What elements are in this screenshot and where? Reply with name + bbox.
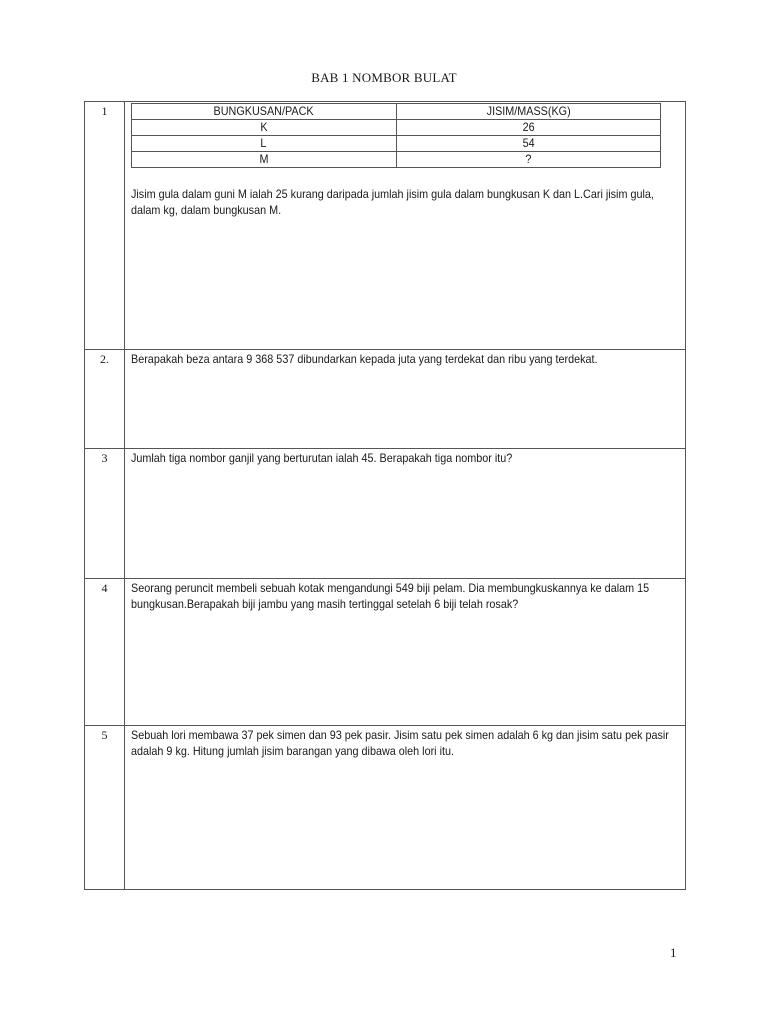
question-body	[125, 350, 686, 449]
mass-table-header-cell	[396, 104, 661, 120]
cell-mass: 54	[522, 136, 535, 150]
question-body	[125, 726, 686, 890]
table-cell	[396, 120, 661, 136]
question-text: Sebuah lori membawa 37 pek simen dan 93 pek pasir. Jisim satu pek simen adalah 6 kg dan jisim satu pek pasir adalah 9 kg. Hitung jumlah jisim barangan yang dibawa oleh lori itu.	[131, 728, 669, 758]
question-text: Seorang peruncit membeli sebuah kotak mengandungi 549 biji pelam. Dia membungkuskannya ke dalam 15 bungkusan.Berapakah biji jambu yang masih tertinggal setelah 6 biji telah rosak?	[131, 581, 650, 611]
question-text: Jisim gula dalam guni M ialah 25 kurang daripada jumlah jisim gula dalam bungkusan K dan L.Cari jisim gula, dalam kg, dalam bungkusan M.	[131, 187, 654, 217]
table-cell	[396, 152, 661, 168]
table-cell	[396, 136, 661, 152]
question-row-2	[85, 350, 686, 449]
mass-table	[131, 103, 661, 168]
cell-pack: M	[259, 152, 269, 166]
question-number: 1	[85, 102, 125, 350]
table-cell	[132, 136, 397, 152]
page-number: 1	[670, 945, 677, 960]
question-row-4	[85, 579, 686, 726]
cell-mass: 26	[522, 120, 535, 134]
question-number: 3	[85, 449, 125, 579]
question-body	[125, 449, 686, 579]
table-cell	[132, 120, 397, 136]
question-row-3	[85, 449, 686, 579]
cell-mass: ?	[525, 152, 532, 166]
page-title: BAB 1 NOMBOR BULAT	[311, 70, 457, 85]
question-text: Berapakah beza antara 9 368 537 dibundarkan kepada juta yang terdekat dan ribu yang terdekat.	[131, 352, 598, 366]
question-text: Jumlah tiga nombor ganjil yang berturutan ialah 45. Berapakah tiga nombor itu?	[131, 451, 513, 465]
question-row-1	[85, 102, 686, 350]
question-body	[125, 579, 686, 726]
header-mass: JISIM/MASS(KG)	[486, 104, 571, 118]
question-number: 2.	[85, 350, 125, 449]
header-pack: BUNGKUSAN/PACK	[213, 104, 314, 118]
table-cell	[132, 152, 397, 168]
mass-table-row	[132, 120, 661, 136]
question-number: 4	[85, 579, 125, 726]
mass-table-header	[132, 104, 661, 120]
question-number: 5	[85, 726, 125, 890]
question-body	[125, 102, 686, 350]
question-table	[84, 101, 686, 890]
mass-table-header-cell	[132, 104, 397, 120]
cell-pack: K	[260, 120, 268, 134]
question-row-5	[85, 726, 686, 890]
mass-table-row	[132, 136, 661, 152]
cell-pack: L	[260, 136, 267, 150]
mass-table-row	[132, 152, 661, 168]
